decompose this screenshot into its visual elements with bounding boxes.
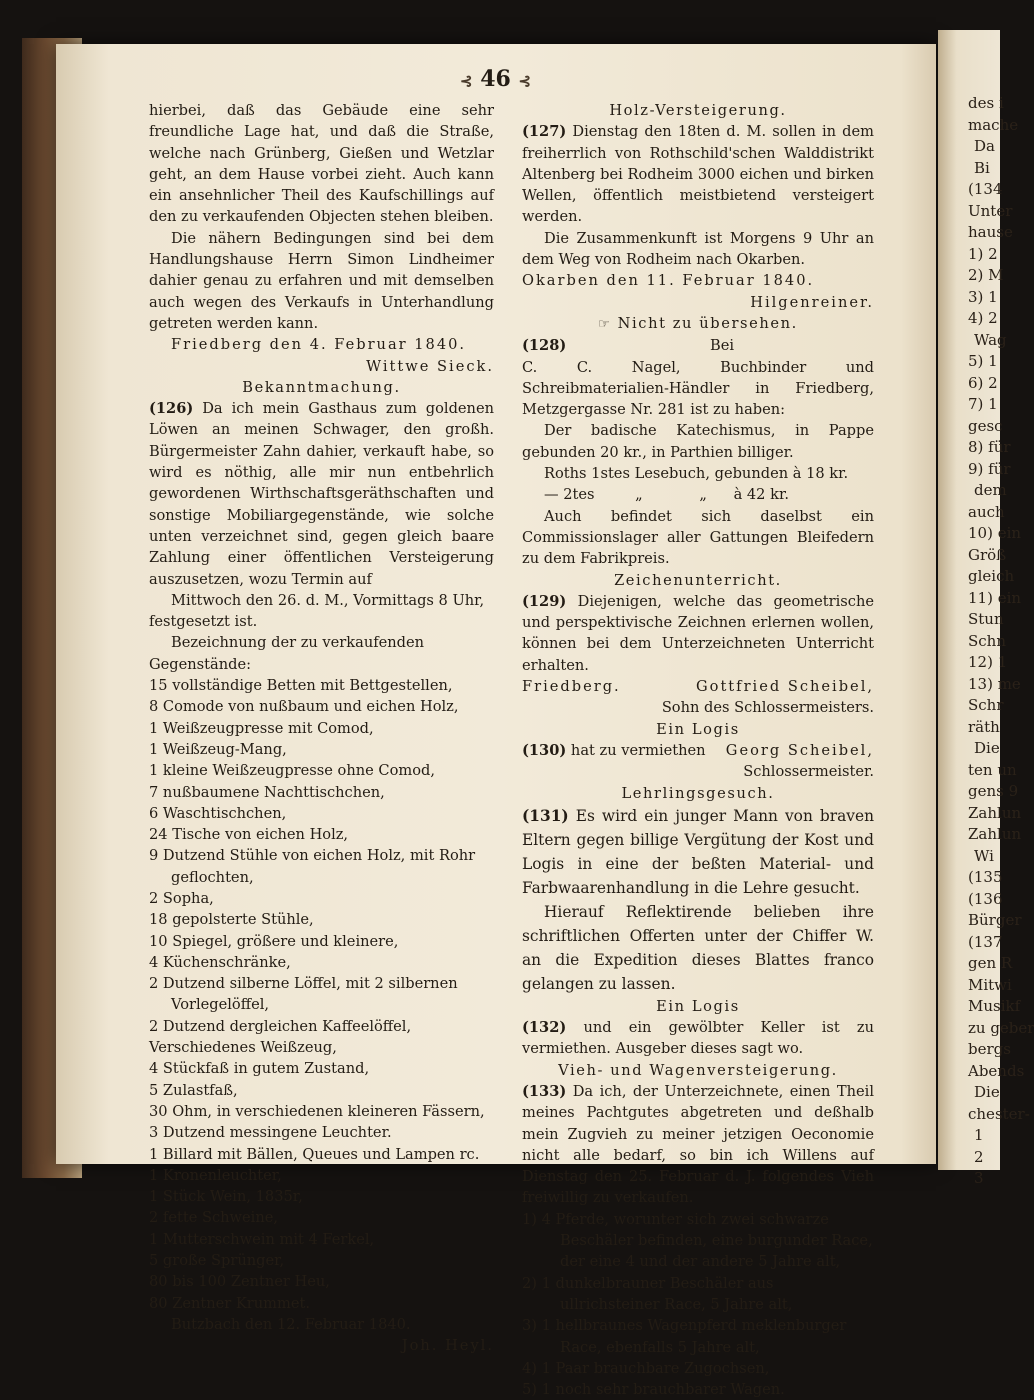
livestock-list <box>522 1209 874 1400</box>
next-page-fragment: auch <box>968 502 1005 521</box>
next-page-edge <box>938 30 1034 1187</box>
lesebuch-2-price: à 42 kr. <box>733 486 789 504</box>
list-item: 4) 1 Paar brauchbare Zugochsen, <box>522 1359 770 1377</box>
heading-lehrlingsgesuch: Lehrlingsgesuch. <box>621 784 775 802</box>
next-page-fragment: 5) 1 <box>968 352 998 370</box>
signature-sieck: Wittwe Sieck. <box>366 357 494 375</box>
pointing-hand-icon: ☞ <box>598 316 612 332</box>
list-item: 3 Dutzend messingene Leuchter. <box>149 1124 392 1142</box>
notice-number: (128) <box>522 337 567 355</box>
list-item: 6 Waschtischchen, <box>149 804 287 822</box>
notice-128-lesebuch: Roths 1stes Lesebuch, gebunden à 18 kr. <box>544 465 849 483</box>
next-page-fragment: des i <box>968 94 1004 112</box>
next-page-fragment: 10) ein <box>968 524 1022 542</box>
right-column <box>522 100 874 1400</box>
notice-text: hat zu vermiethen <box>570 741 706 759</box>
list-item: 5 Zulastfaß, <box>149 1081 238 1099</box>
notice-131-offerten: Hierauf Reflektirende belieben ihre schriftlichen Offerten unter der Chiffer W. an die Expedition dieses Blattes franco gelangen zu lassen. <box>522 902 874 993</box>
notice-128-text: C. C. Nagel, Buchbinder und Schreibmaterialien-Händler in Friedberg, Metzgergasse Nr. 281 ist zu haben: <box>522 358 874 419</box>
notice-129-sign <box>522 676 874 697</box>
heading-zeichenunterricht: Zeichenunterricht. <box>614 571 782 589</box>
next-page-fragment: Wi <box>974 846 994 865</box>
next-page-fragment: hause <box>968 223 1013 241</box>
next-page-fragment: 4) 2 <box>968 309 998 327</box>
notice-number: (132) <box>522 1019 567 1037</box>
list-item: Verschiedenes Weißzeug, <box>149 1039 337 1057</box>
next-page-fragment: 2) M <box>968 266 1004 284</box>
notice-130 <box>522 740 874 761</box>
next-page-fragment: 11) ein <box>968 588 1022 607</box>
ditto-mark: „ <box>699 486 707 504</box>
conditions-paragraph: Die nähern Bedingungen sind bei dem Handlungshause Herrn Simon Lindheimer dahier genau zu erfahren und mit demselben auch wegen des Verkaufs in Unterhandlung getreten werden kann. <box>149 229 494 332</box>
next-page-fragment: gesc <box>968 416 1003 435</box>
date-okarben: Okarben den 11. Februar 1840. <box>522 272 815 290</box>
next-page-fragment: (134 <box>968 180 1003 198</box>
next-page-fragment: bergs <box>968 1040 1011 1058</box>
list-item: 1 Weißzeug-Mang, <box>149 740 287 758</box>
signature-schlossermeister: Schlossermeister. <box>743 763 874 781</box>
list-item: 5 große Sprünger, <box>149 1252 285 1270</box>
next-page-fragment: Die <box>974 739 1000 757</box>
list-intro: Bezeichnung der zu verkaufenden Gegenstände: <box>149 634 425 673</box>
notice-126 <box>149 398 494 590</box>
list-item: 1 Stück Wein, 1835r, <box>149 1188 303 1206</box>
list-item: 1 Mutterschwein mit 4 Ferkel, <box>149 1230 375 1248</box>
heading-logis-1: Ein Logis <box>656 720 740 738</box>
heading-nicht-uebersehen <box>522 313 874 335</box>
list-item: 5) 1 noch sehr brauchbarer Wagen. <box>522 1381 785 1399</box>
notice-number: (131) <box>522 806 569 825</box>
next-page-fragment: 7) 1 <box>968 395 998 413</box>
signature-scheibel: Gottfried Scheibel, <box>696 678 874 696</box>
notice-127-meeting: Die Zusammenkunft ist Morgens 9 Uhr an dem Weg von Rodheim nach Okarben. <box>522 229 874 269</box>
next-page-fragment: Stun <box>968 610 1004 628</box>
list-item: 80 Zentner Krummet. <box>149 1294 310 1312</box>
list-item: 30 Ohm, in verschiedenen kleineren Fässern, <box>149 1102 485 1120</box>
notice-number: (133) <box>522 1082 567 1100</box>
lesebuch-2-label: — 2tes <box>544 486 595 504</box>
next-page-fragment: zu geber <box>968 1018 1034 1037</box>
next-page-fragment: 12) 1 <box>968 653 1008 671</box>
next-page-fragment: 3) 1 <box>968 287 998 306</box>
notice-text: Dienstag den 18ten d. M. sollen in dem freiherrlich von Rothschild'schen Walddistrikt Altenberg bei Rodheim 3000 eichen und birken Wellen, öffentlich meistbietend versteigert werden. <box>522 123 874 226</box>
next-page-fragment: Die <box>974 1083 1000 1101</box>
list-item: 1 Weißzeugpresse mit Comod, <box>149 719 374 737</box>
next-page-fragment: Abends <box>968 1061 1025 1080</box>
next-page-fragment: Unter <box>968 201 1013 220</box>
date-butzbach: Butzbach den 12. Februar 1840. <box>171 1315 411 1333</box>
next-page-fragment: (136 <box>968 889 1003 908</box>
list-item: 1) 4 Pferde, worunter sich zwei schwarze Beschäler befinden, eine burgunder Race, der eine 4 und der andere 5 Jahre alt, <box>522 1210 873 1271</box>
ornament-left: ⊰ <box>460 72 473 90</box>
next-page-fragment: 2 <box>974 1147 984 1166</box>
next-page-fragment: Bürger <box>968 911 1022 929</box>
list-item: 15 vollständige Betten mit Bettgestellen, <box>149 677 453 695</box>
signature-heyl: Joh. Heyl. <box>401 1337 494 1355</box>
next-page-fragment: räth <box>968 717 1000 736</box>
notice-text: Diejenigen, welche das geometrische und perspektivische Zeichnen erlernen wollen, können bei dem Unterzeichneten Unterricht erhalten. <box>522 592 874 674</box>
next-page-fragment: Zahlun <box>968 825 1022 843</box>
next-page-fragment: (135 <box>968 868 1003 886</box>
page-header <box>460 66 531 92</box>
list-item: 80 bis 100 Zentner Heu, <box>149 1273 330 1291</box>
bei-label: Bei <box>709 337 734 355</box>
heading-holz: Holz-Versteigerung. <box>609 102 787 119</box>
next-page-fragment: Da <box>974 137 995 155</box>
list-item: 2) 1 dunkelbrauner Beschäler aus ullrichsteiner Race, 5 Jahre alt, <box>522 1274 793 1313</box>
notice-128-lesebuch-2 <box>522 484 874 505</box>
next-page-fragment: 3 <box>974 1169 984 1187</box>
next-page-fragment: ten un <box>968 760 1017 779</box>
notice-number: (127) <box>522 123 567 141</box>
next-page-fragment: chester- <box>968 1104 1030 1123</box>
next-page-fragment: 6) 2 <box>968 373 998 392</box>
list-item: 8 Comode von nußbaum und eichen Holz, <box>149 698 459 716</box>
list-item: 10 Spiegel, größere und kleinere, <box>149 932 399 950</box>
list-item: 2 Dutzend silberne Löffel, mit 2 silbernen Vorlegelöffel, <box>149 975 458 1014</box>
notice-number: (130) <box>522 741 567 759</box>
next-page-fragment: gen R <box>968 954 1013 972</box>
next-page-fragment: mache <box>968 115 1019 134</box>
next-page-fragment: gleich <box>968 567 1015 585</box>
signature-georg-scheibel: Georg Scheibel, <box>725 741 874 759</box>
heading-bekanntmachung: Bekanntmachung. <box>242 378 401 396</box>
notice-128-bleifedern: Auch befindet sich daselbst ein Commissionslager aller Gattungen Bleifedern zu dem Fabrikpreis. <box>522 507 874 568</box>
notice-number: (126) <box>149 400 194 418</box>
next-page-fragment: gens 9 <box>968 782 1019 800</box>
item-list <box>149 675 494 1314</box>
notice-text: Da ich, der Unterzeichnete, einen Theil meines Pachtgutes abgetreten und deßhalb mein Zugvieh zu meiner jetzigen Oeconomie nicht alle bedarf, so bin ich Willens auf Dienstag den 25. Februar d. J. folgendes Vieh freiwillig zu verkaufen. <box>522 1082 874 1207</box>
list-item: 1 kleine Weißzeugpresse ohne Comod, <box>149 762 435 780</box>
list-item: 4 Stückfaß in gutem Zustand, <box>149 1060 370 1078</box>
list-item: 2 Sopha, <box>149 889 214 907</box>
date-friedberg: Friedberg den 4. Februar 1840. <box>171 336 467 354</box>
next-page-fragment: Mitwi <box>968 975 1012 994</box>
next-page-fragment: Schr <box>968 696 1004 714</box>
next-page-fragment: Musikf <box>968 997 1021 1015</box>
notice-133 <box>522 1081 874 1209</box>
next-page-fragment: 13) me <box>968 674 1021 693</box>
list-item: 24 Tische von eichen Holz, <box>149 826 349 844</box>
notice-text: und ein gewölbter Keller ist zu vermiethen. Ausgeber dieses sagt wo. <box>522 1019 874 1058</box>
ditto-mark: „ <box>635 486 643 504</box>
notice-131 <box>522 804 874 900</box>
list-item: 3) 1 hellbraunes Wagenpferd meklenburger Race, ebenfalls 5 Jahre alt, <box>522 1317 847 1356</box>
signature-hilgenreiner: Hilgenreiner. <box>750 293 874 311</box>
next-page-fragment: 9) für <box>968 459 1011 478</box>
notice-number: (129) <box>522 592 567 610</box>
next-page-fragment: Schn <box>968 631 1006 650</box>
next-page-fragment: 8) für <box>968 438 1011 456</box>
notice-132 <box>522 1017 874 1060</box>
next-page-fragment: 1) 2 <box>968 244 998 263</box>
next-page-fragment: Größ <box>968 545 1007 564</box>
termin-line: Mittwoch den 26. d. M., Vormittags 8 Uhr, <box>171 591 485 609</box>
ornament-right: ⊰ <box>518 72 532 90</box>
left-column <box>149 100 494 1357</box>
page-number: 46 <box>480 66 511 92</box>
heading-text: Nicht zu übersehen. <box>617 314 798 332</box>
notice-text: Da ich mein Gasthaus zum goldenen Löwen an meinen Schwager, den großh. Bürgermeister Zahn dahier, verkauft habe, so wird es nöthig, alle mir nun entbehrlich gewordenen Wirthschaftsgeräthschaften und sonstige Mobiliargegenstände, wie solche unten verzeichnet sind, gegen gleich baare Zahlung einer öffentlichen Versteigerung auszusetzen, wozu Termin auf <box>149 400 494 588</box>
list-item: 1 Kronenleuchter, <box>149 1166 282 1184</box>
list-item: 7 nußbaumene Nachttischchen, <box>149 783 385 801</box>
notice-128-katechismus: Der badische Katechismus, in Pappe gebunden 20 kr., in Parthien billiger. <box>522 422 874 461</box>
list-item: 4 Küchenschränke, <box>149 953 291 971</box>
notice-text: Es wird ein junger Mann von braven Eltern gegen billige Vergütung der Kost und Logis in eine der beßten Material- und Farbwaarenhandlung in die Lehre gesucht. <box>522 806 874 897</box>
next-page-fragment: Bi <box>974 158 990 177</box>
festgesetzt-line: festgesetzt ist. <box>149 613 258 631</box>
notice-128-head <box>522 335 874 356</box>
next-page-fragment: Zahlun <box>968 803 1022 822</box>
notice-129 <box>522 591 874 676</box>
list-item: 2 Dutzend dergleichen Kaffeelöffel, <box>149 1017 412 1035</box>
list-item: 1 Billard mit Bällen, Queues und Lampen rc. <box>149 1145 480 1163</box>
signature-scheibel-title: Sohn des Schlossermeisters. <box>661 699 874 717</box>
heading-vieh-wagen: Vieh- und Wagenversteigerung. <box>558 1061 838 1079</box>
list-item: 9 Dutzend Stühle von eichen Holz, mit Rohr geflochten, <box>149 847 476 886</box>
next-page-fragment: dem <box>974 481 1007 499</box>
place-friedberg: Friedberg. <box>522 678 621 696</box>
intro-paragraph: hierbei, daß das Gebäude eine sehr freundliche Lage hat, und daß die Straße, welche nach Grünberg, Gießen und Wetzlar geht, an dem Hause vorbei zieht. Auch kann ein ansehnlicher Theil des Kaufschillings auf den zu verkaufenden Objecten stehen bleiben. <box>149 102 494 226</box>
next-page-fragment: (137 <box>968 932 1003 951</box>
heading-logis-2: Ein Logis <box>656 997 740 1015</box>
next-page-fragment: Wag <box>974 330 1007 349</box>
list-item: 2 fette Schweine, <box>149 1209 279 1227</box>
list-item: 18 gepolsterte Stühle, <box>149 911 314 929</box>
notice-127 <box>522 121 874 227</box>
next-page-fragment: 1 <box>974 1126 984 1144</box>
